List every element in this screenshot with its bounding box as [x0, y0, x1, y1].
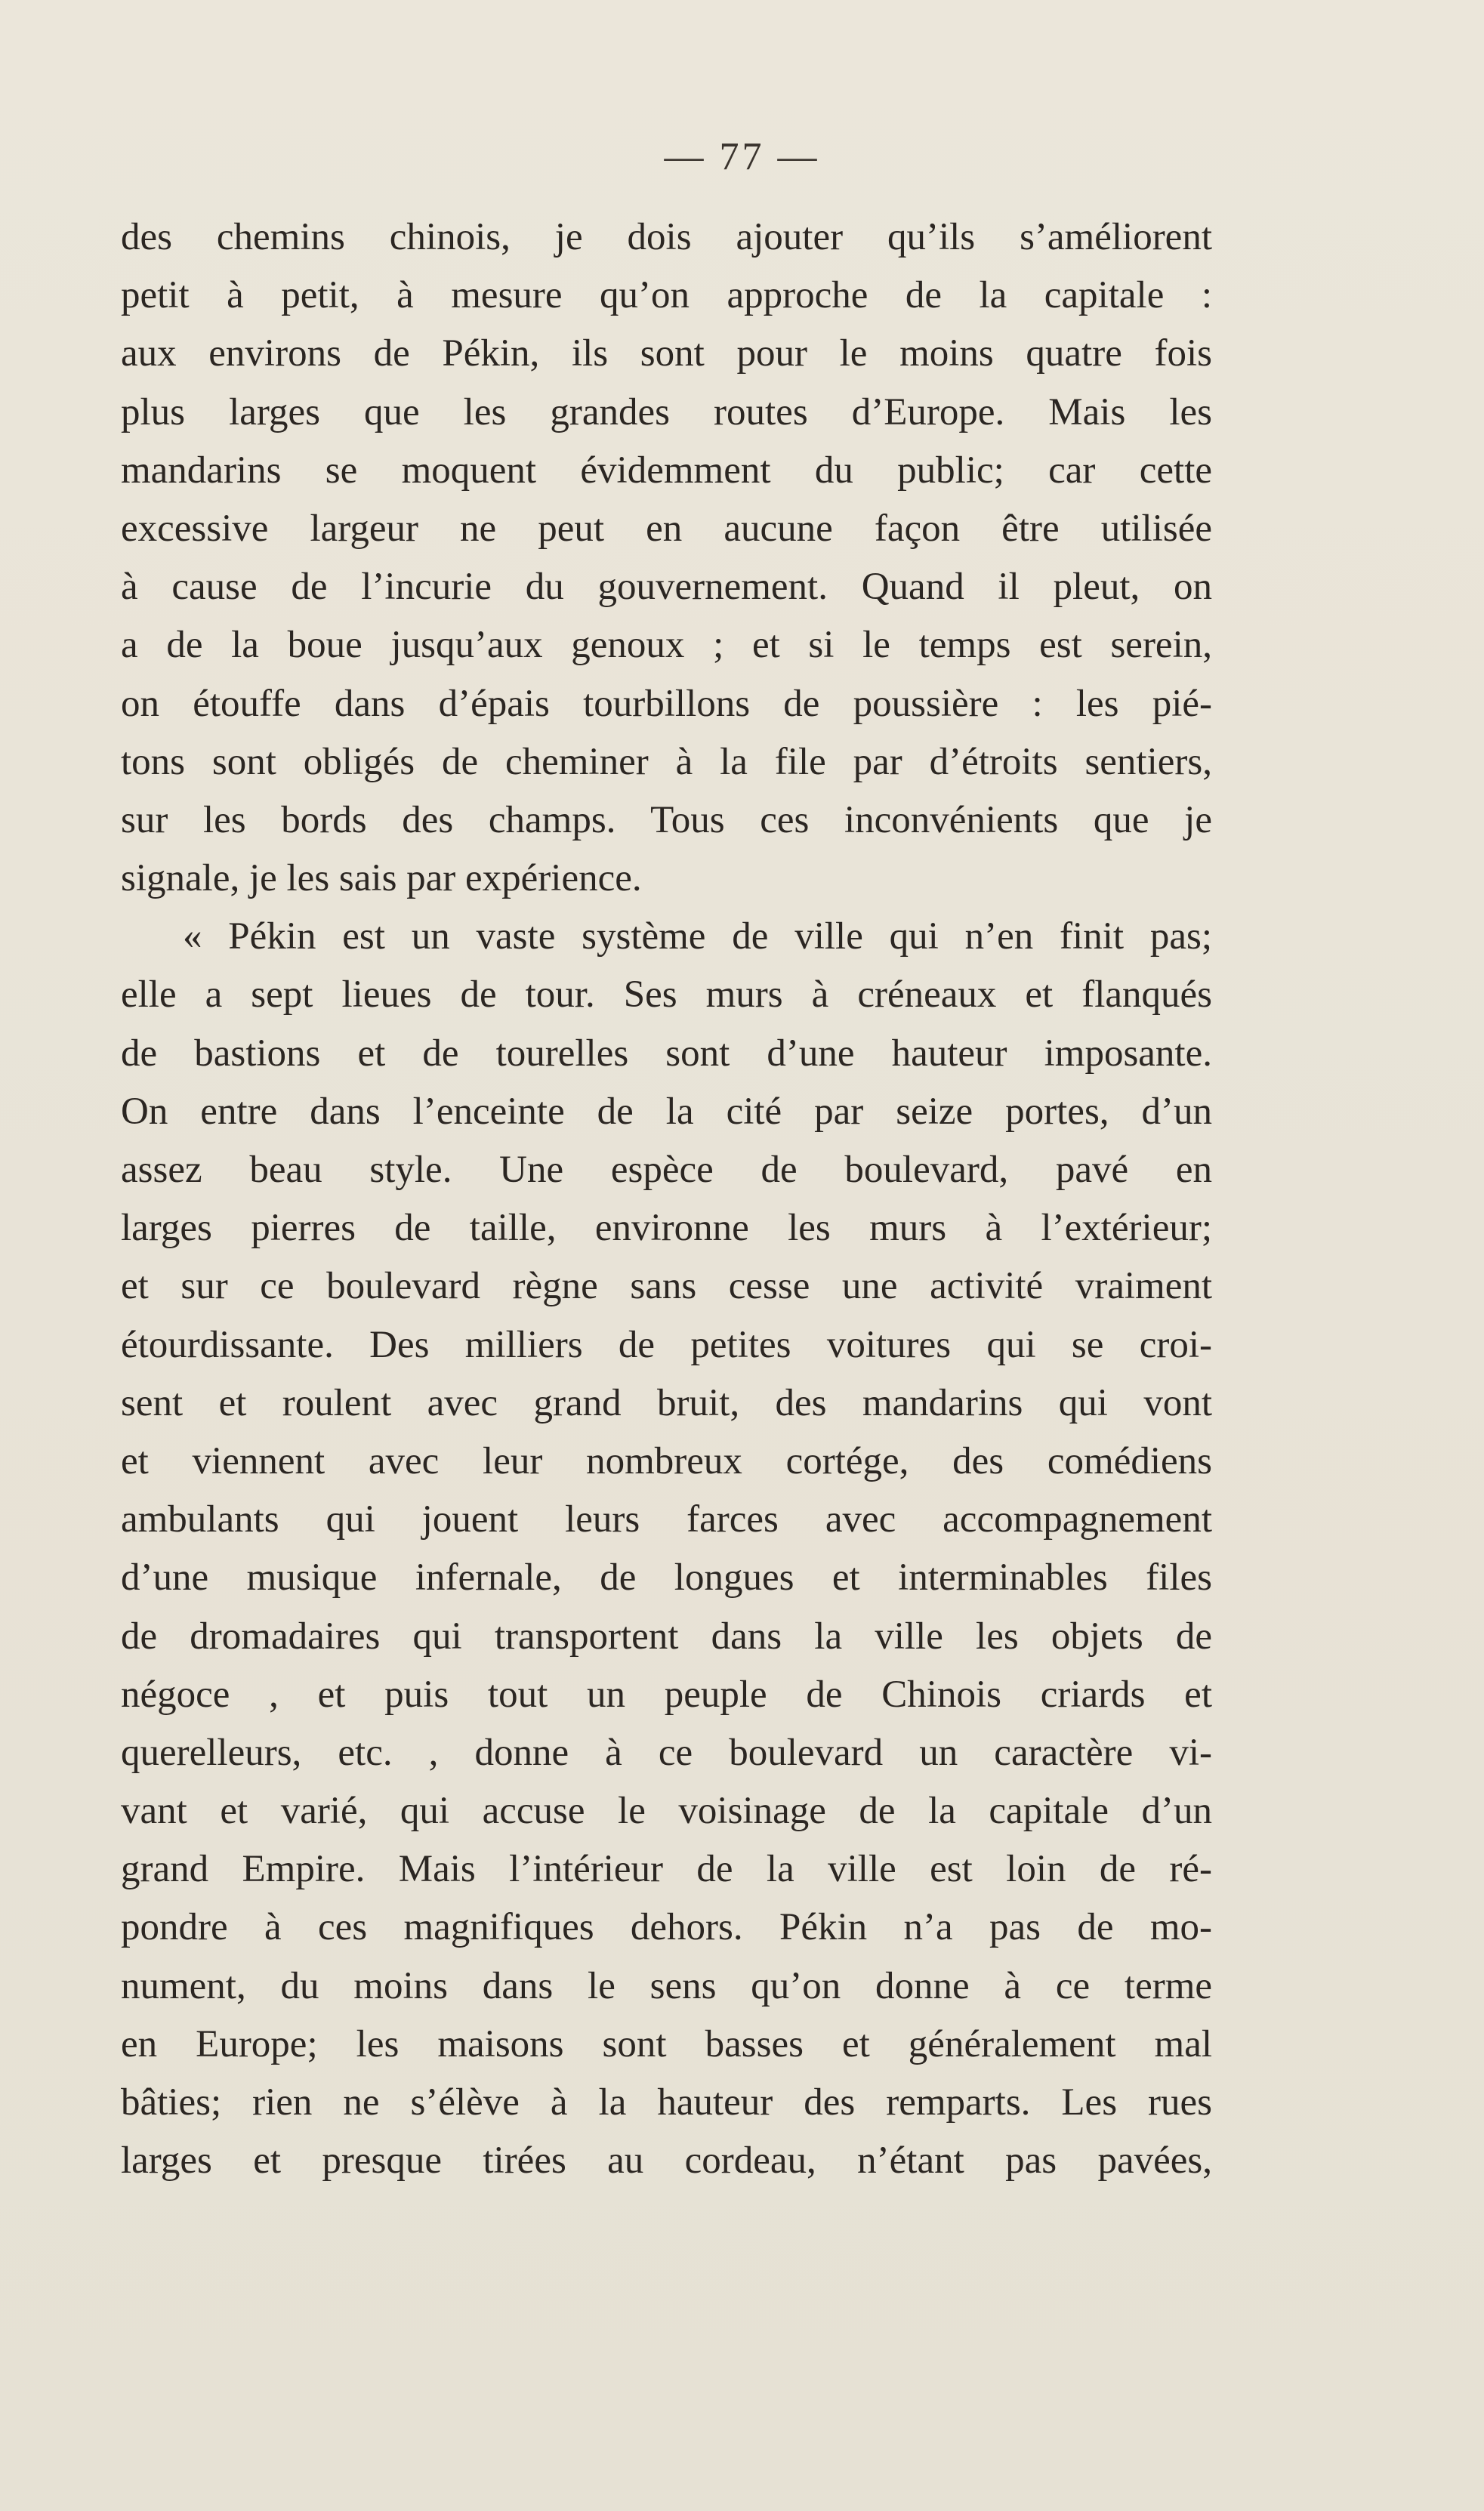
text-line: à cause de l’incurie du gouvernement. Quand il pleut, on — [121, 566, 1212, 609]
text-line: de dromadaires qui transportent dans la ville les objets de — [121, 1615, 1212, 1658]
body-text — [121, 208, 1212, 2190]
text-line: aux environs de Pékin, ils sont pour le moins quatre fois — [121, 332, 1212, 375]
text-line: larges pierres de taille, environne les murs à l’extérieur; — [121, 1207, 1212, 1250]
text-line: signale, je les sais par expérience. — [121, 857, 642, 900]
text-line: on étouffe dans d’épais tourbillons de poussière : les pié- — [121, 682, 1212, 725]
text-line: On entre dans l’enceinte de la cité par seize portes, d’un — [121, 1090, 1212, 1133]
text-line: larges et presque tirées au cordeau, n’étant pas pavées, — [121, 2139, 1212, 2182]
text-line: d’une musique infernale, de longues et interminables files — [121, 1556, 1212, 1599]
text-line: et viennent avec leur nombreux cortége, des comédiens — [121, 1439, 1212, 1482]
text-line: petit à petit, à mesure qu’on approche de la capitale : — [121, 274, 1212, 317]
text-line: de bastions et de tourelles sont d’une hauteur imposante. — [121, 1032, 1212, 1075]
text-line: vant et varié, qui accuse le voisinage de la capitale d’un — [121, 1790, 1212, 1833]
text-line: plus larges que les grandes routes d’Europe. Mais les — [121, 390, 1212, 433]
text-line: bâties; rien ne s’élève à la hauteur des remparts. Les rues — [121, 2081, 1212, 2124]
page-number: — 77 — — [664, 135, 820, 178]
text-line: des chemins chinois, je dois ajouter qu’ils s’améliorent — [121, 216, 1212, 258]
text-line: mandarins se moquent évidemment du public; car cette — [121, 449, 1212, 492]
text-line: tons sont obligés de cheminer à la file par d’étroits sentiers, — [121, 740, 1212, 783]
text-line: négoce , et puis tout un peuple de Chinois criards et — [121, 1673, 1212, 1716]
text-line: et sur ce boulevard règne sans cesse une activité vraiment — [121, 1265, 1212, 1308]
text-line: nument, du moins dans le sens qu’on donne à ce terme — [121, 1964, 1212, 2007]
text-line: en Europe; les maisons sont basses et généralement mal — [121, 2022, 1212, 2065]
text-line: étourdissante. Des milliers de petites voitures qui se croi- — [121, 1323, 1212, 1366]
text-line: « Pékin est un vaste système de ville qui n’en finit pas; — [183, 915, 1212, 958]
text-line: grand Empire. Mais l’intérieur de la ville est loin de ré- — [121, 1848, 1212, 1891]
text-line: querelleurs, etc. , donne à ce boulevard un caractère vi- — [121, 1731, 1212, 1774]
text-line: excessive largeur ne peut en aucune façon être utilisée — [121, 507, 1212, 550]
text-line: a de la boue jusqu’aux genoux ; et si le temps est serein, — [121, 624, 1212, 667]
text-line: sur les bords des champs. Tous ces inconvénients que je — [121, 798, 1212, 841]
text-line: sent et roulent avec grand bruit, des mandarins qui vont — [121, 1381, 1212, 1424]
text-line: assez beau style. Une espèce de boulevard, pavé en — [121, 1149, 1212, 1191]
text-line: pondre à ces magnifiques dehors. Pékin n’a pas de mo- — [121, 1906, 1212, 1949]
text-line: elle a sept lieues de tour. Ses murs à créneaux et flanqués — [121, 973, 1212, 1016]
text-line: ambulants qui jouent leurs farces avec accompagnement — [121, 1498, 1212, 1541]
